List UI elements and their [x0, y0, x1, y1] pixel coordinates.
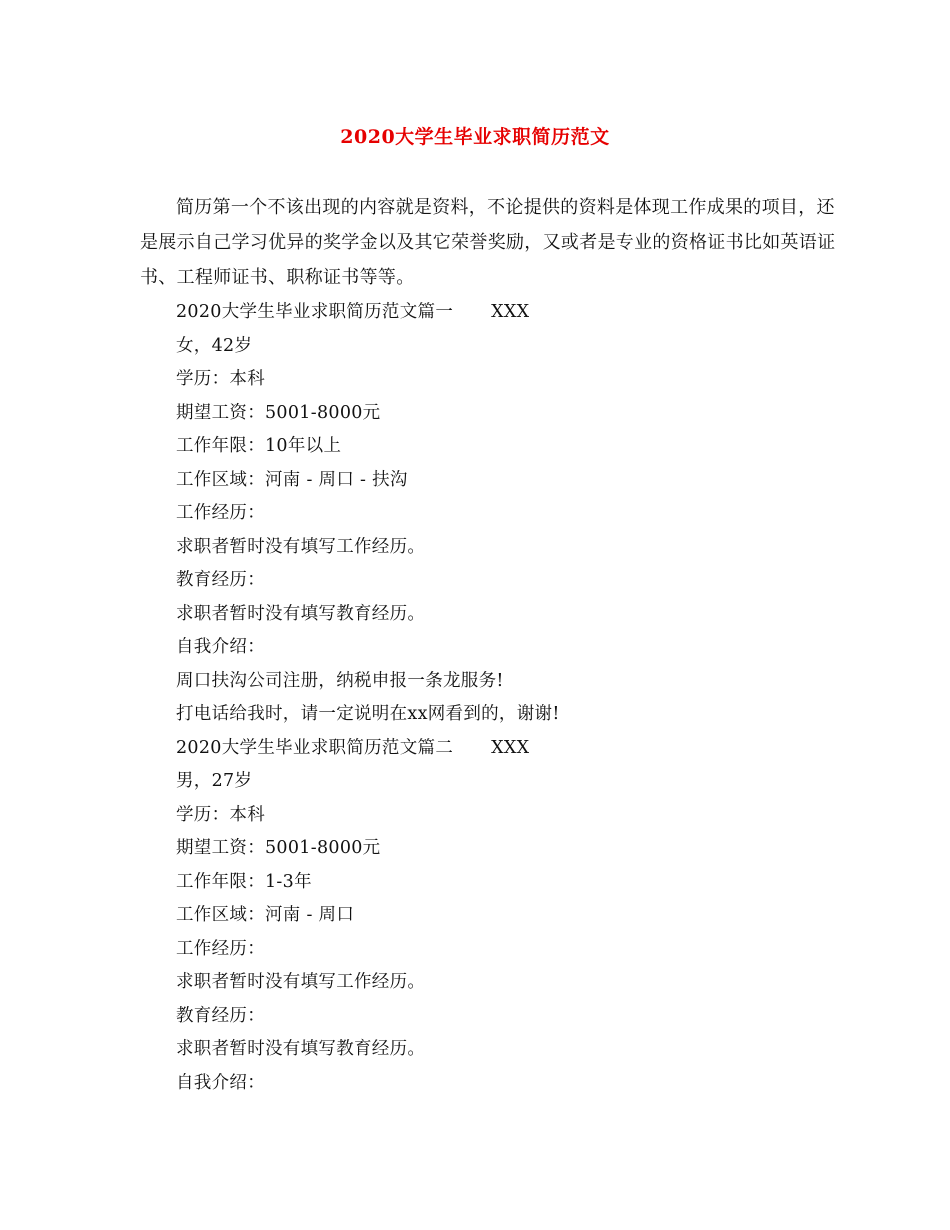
content-line [176, 899, 836, 933]
content-line [176, 966, 836, 1000]
line-text: 求职者暂时没有填写教育经历。 [176, 603, 426, 624]
line-text: 教育经历： [176, 1005, 265, 1026]
line-text: 教育经历： [176, 570, 265, 590]
line-text: 求职者暂时没有填写教育经历。 [176, 1039, 426, 1059]
content-line [176, 765, 836, 799]
line-text: 自我介绍： [176, 1072, 265, 1093]
content-line [176, 1067, 836, 1101]
intro-paragraph: 简历第一个不该出现的内容就是资料，不论提供的资料是体现工作成果的项目，还是展示自己学习优异的奖学金以及其它荣誉奖励，又或者是专业的资格证书比如英语证书、工程师证书、职称证书等等。 [140, 197, 836, 288]
line-text: 工作经历： [176, 938, 265, 959]
content-line [176, 799, 836, 833]
line-text: 男，27岁 [176, 771, 253, 791]
line-text: 学历：本科 [176, 804, 265, 825]
line-text: 求职者暂时没有填写工作经历。 [176, 536, 426, 557]
content-line [176, 564, 836, 598]
line-text: 2020大学生毕业求职简历范文篇二 [176, 737, 454, 758]
line-text: 打电话给我时，请一定说明在xx网看到的，谢谢! [176, 704, 560, 724]
content-line [176, 598, 836, 632]
line-text: 期望工资：5001-8000元 [176, 838, 381, 858]
content-line [176, 665, 836, 699]
line-text: 求职者暂时没有填写工作经历。 [176, 972, 426, 992]
content-line [176, 296, 836, 330]
content-line [176, 330, 836, 364]
content-line [176, 732, 836, 766]
line-text: 工作经历： [176, 503, 265, 523]
line-text: 工作年限：10年以上 [176, 436, 342, 456]
content-line [176, 631, 836, 665]
content-line [176, 430, 836, 464]
line-text: 女，42岁 [176, 335, 253, 356]
content-line [176, 497, 836, 531]
line-extra: XXX [491, 737, 530, 758]
line-extra: XXX [491, 302, 530, 322]
content-line [176, 397, 836, 431]
content-line [176, 531, 836, 565]
line-text: 工作年限：1-3年 [176, 871, 312, 892]
content-line [176, 1033, 836, 1067]
document-title: 2020大学生毕业求职简历范文 [340, 126, 610, 148]
content-line [176, 698, 836, 732]
content-line [176, 832, 836, 866]
content-lines [176, 296, 836, 1100]
line-text: 自我介绍： [176, 637, 265, 657]
content-line [176, 933, 836, 967]
line-text: 期望工资：5001-8000元 [176, 402, 381, 423]
content-line [176, 1000, 836, 1034]
content-line [176, 363, 836, 397]
content-line [176, 464, 836, 498]
line-text: 学历：本科 [176, 369, 265, 389]
line-text: 周口扶沟公司注册，纳税申报一条龙服务! [176, 670, 504, 691]
line-text: 工作区域：河南 - 周口 - 扶沟 [176, 469, 408, 490]
line-text: 工作区域：河南 - 周口 [176, 905, 355, 925]
line-text: 2020大学生毕业求职简历范文篇一 [176, 302, 454, 322]
content-line [176, 866, 836, 900]
